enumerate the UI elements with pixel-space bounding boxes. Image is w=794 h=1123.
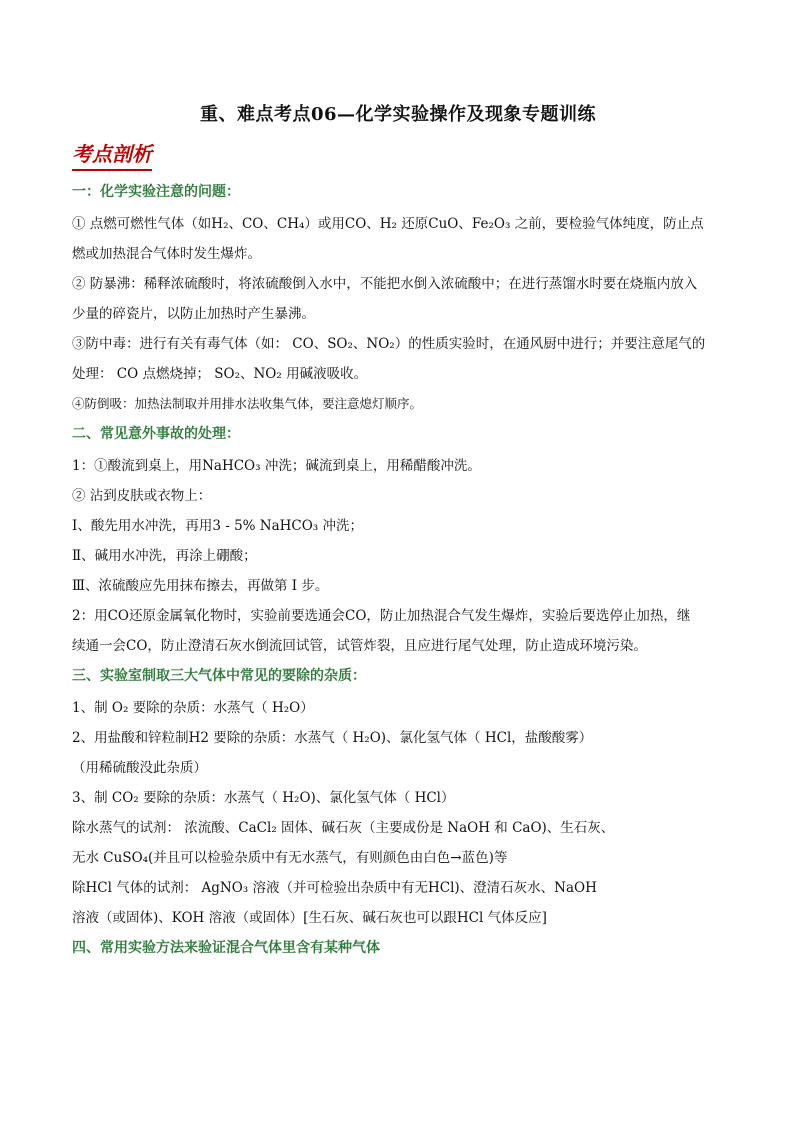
text-line: 2、用盐酸和锌粒制H2 要除的杂质：水蒸气（ H₂O)、氯化氢气体（ HCl，盐酸酸雾） [72, 730, 593, 746]
text-line: ② 防暴沸：稀释浓硫酸时，将浓硫酸倒入水中，不能把水倒入浓硫酸中；在进行蒸馏水时要在烧瓶内放入 [72, 276, 698, 292]
text-line: 续通一会CO，防止澄清石灰水倒流回试管，试管炸裂，且应进行尾气处理，防止造成环境污染。 [72, 638, 647, 654]
section-1 [72, 181, 724, 419]
text-line: 少量的碎瓷片，以防止加热时产生暴沸。 [72, 306, 315, 322]
text-line: 处理： CO 点燃烧掉； SO₂、NO₂ 用碱液吸收。 [72, 366, 368, 382]
text-line: （用稀硫酸没此杂质） [72, 760, 207, 776]
text-line: 燃或加热混合气体时发生爆炸。 [72, 246, 261, 262]
section-subtitle: 考点剖析 [72, 138, 152, 171]
text-line: 无水 CuSO₄(并且可以检验杂质中有无水蒸气，有则颜色由白色→蓝色)等 [72, 850, 508, 866]
page-title: 重、难点考点06—化学实验操作及现象专题训练 [199, 104, 597, 125]
text-line: 除HCl 气体的试剂： AgNO₃ 溶液（并可检验出杂质中有无HCl)、澄清石灰水、NaOH [72, 880, 597, 896]
text-line: ① 点燃可燃性气体（如H₂、CO、CH₄）或用CO、H₂ 还原CuO、Fe₂O₃ 之前，要检验气体纯度，防止点 [72, 216, 704, 232]
text-line: Ⅱ、碱用水冲洗，再涂上硼酸； [72, 548, 257, 564]
section-heading: 一：化学实验注意的问题： [72, 184, 240, 200]
section-heading: 三、实验室制取三大气体中常见的要除的杂质： [72, 668, 366, 684]
section-heading: 四、常用实验方法来验证混合气体里含有某种气体 [72, 940, 380, 956]
document-page [72, 100, 724, 965]
section-2 [72, 423, 724, 661]
text-line: 2：用CO还原金属氧化物时，实验前要选通会CO，防止加热混合气发生爆炸，实验后要选停止加热，继 [72, 608, 691, 624]
section-4 [72, 937, 724, 957]
text-line: 1、制 O₂ 要除的杂质：水蒸气（ H₂O） [72, 700, 314, 716]
text-line: 除水蒸气的试剂： 浓流酸、CaCl₂ 固体、碱石灰（主要成份是 NaOH 和 CaO)、生石灰、 [72, 820, 615, 836]
section-3 [72, 665, 724, 933]
text-line: ② 沾到皮肤或衣物上： [72, 488, 212, 504]
text-line: ④防倒吸：加热法制取并用排水法收集气体，要注意熄灯顺序。 [72, 396, 423, 411]
text-line: 3、制 CO₂ 要除的杂质：水蒸气（ H₂O)、氯化氢气体（ HCl） [72, 790, 455, 806]
text-line: 1：①酸流到桌上，用NaHCO₃ 冲洗；碱流到桌上，用稀醋酸冲洗。 [72, 458, 481, 474]
text-line: Ⅲ、浓硫酸应先用抹布擦去，再做第 I 步。 [72, 578, 329, 594]
text-line: 溶液（或固体)、KOH 溶液（或固体）[生石灰、碱石灰也可以跟HCl 气体反应] [72, 910, 547, 926]
text-line: ③防中毒：进行有关有毒气体（如： CO、SO₂、NO₂）的性质实验时，在通风厨中进行；并要注意尾气的 [72, 336, 706, 352]
text-line: Ⅰ、酸先用水冲洗，再用3 - 5% NaHCO₃ 冲洗； [72, 518, 364, 534]
section-heading: 二、常见意外事故的处理： [72, 426, 240, 442]
